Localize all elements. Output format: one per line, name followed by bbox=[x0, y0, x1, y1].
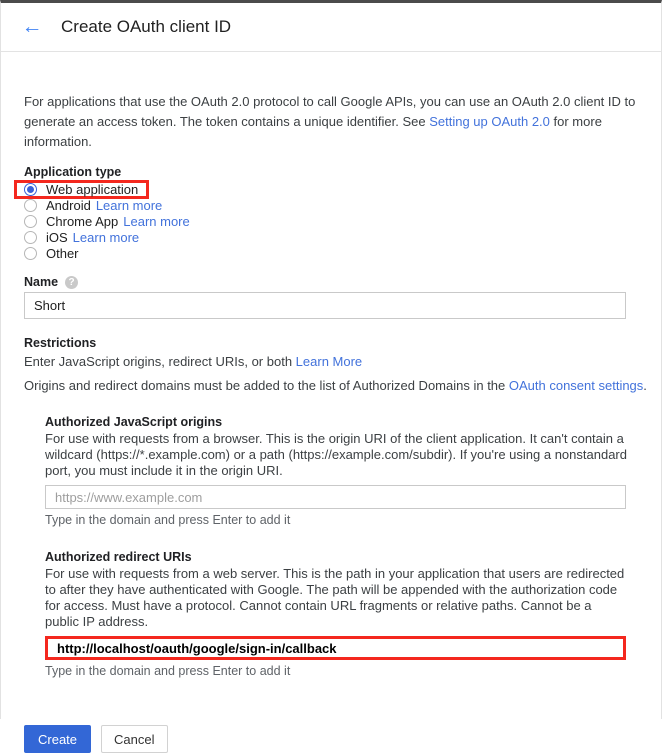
radio-web-application[interactable] bbox=[24, 183, 37, 196]
radio-row-chrome-app bbox=[24, 213, 661, 229]
redirect-uris-description: For use with requests from a web server. This is the path in your application that users are redirected to after they have authenticated with Google. The path will be appended with the authorization code for access. Must have a protocol. Cannot contain URL fragments or relative paths. Cannot be a public IP address. bbox=[45, 566, 625, 629]
redirect-uris-section bbox=[45, 550, 661, 678]
name-input[interactable] bbox=[24, 292, 626, 319]
radio-row-web-application bbox=[24, 181, 661, 197]
android-learn-more-link[interactable]: Learn more bbox=[95, 197, 163, 213]
restrictions-line1-text: Enter JavaScript origins, redirect URIs, or both bbox=[24, 354, 296, 369]
radio-ios[interactable] bbox=[24, 231, 37, 244]
ios-learn-more-link[interactable]: Learn more bbox=[72, 229, 140, 245]
radio-row-android bbox=[24, 197, 661, 213]
restrictions-line2-text: Origins and redirect domains must be added to the list of Authorized Domains in the bbox=[24, 378, 509, 393]
intro-paragraph bbox=[24, 92, 646, 152]
radio-label-android: Android bbox=[46, 197, 91, 213]
oauth-consent-settings-link[interactable]: OAuth consent settings bbox=[508, 378, 644, 393]
application-type-label: Application type bbox=[24, 165, 122, 179]
radio-label-ios: iOS bbox=[46, 229, 68, 245]
radio-android[interactable] bbox=[24, 199, 37, 212]
redirect-uris-hint: Type in the domain and press Enter to add it bbox=[45, 664, 291, 678]
cancel-button[interactable]: Cancel bbox=[101, 725, 167, 753]
radio-other[interactable] bbox=[24, 247, 37, 260]
radio-label-web-application: Web application bbox=[46, 181, 139, 197]
setting-up-oauth-link[interactable]: Setting up OAuth 2.0 bbox=[429, 114, 550, 129]
page-header bbox=[1, 3, 661, 52]
intro-text-before: For applications that use the OAuth 2.0 protocol to call Google APIs, you can use an OAuth 2.0 client ID to generate an access token. The token contains a unique identifier. See bbox=[24, 94, 636, 129]
redirect-uris-label: Authorized redirect URIs bbox=[45, 550, 192, 564]
restrictions-label: Restrictions bbox=[24, 336, 97, 350]
intro-text-after: for more information. bbox=[24, 114, 602, 149]
create-button[interactable]: Create bbox=[24, 725, 91, 753]
help-question-icon[interactable]: ? bbox=[65, 276, 78, 289]
radio-chrome-app[interactable] bbox=[24, 215, 37, 228]
js-origins-hint: Type in the domain and press Enter to add it bbox=[45, 513, 291, 527]
radio-label-other: Other bbox=[46, 245, 79, 261]
page-title: Create OAuth client ID bbox=[61, 17, 232, 36]
js-origins-description: For use with requests from a browser. This is the origin URI of the client application. It can't contain a wildcard (https://*.example.com) or a path (https://example.com/subdir). If you're using a nonstandard port, you must include it in the origin URI. bbox=[45, 431, 627, 478]
main-content bbox=[1, 92, 661, 753]
restrictions-line2 bbox=[24, 378, 661, 393]
restrictions-line1 bbox=[24, 354, 661, 369]
origins-section bbox=[45, 415, 661, 527]
radio-row-other bbox=[24, 245, 661, 261]
name-label: Name bbox=[24, 275, 59, 289]
restrictions-line2-period: . bbox=[643, 378, 647, 393]
name-label-row bbox=[24, 275, 661, 289]
radio-label-chrome-app: Chrome App bbox=[46, 213, 119, 229]
restrictions-learn-more-link[interactable]: Learn More bbox=[295, 354, 363, 369]
red-highlight-box bbox=[14, 180, 149, 199]
chrome-app-learn-more-link[interactable]: Learn more bbox=[123, 213, 190, 229]
js-origins-input[interactable] bbox=[45, 485, 626, 509]
application-type-radio-group bbox=[24, 181, 661, 261]
back-arrow-icon[interactable]: ← bbox=[21, 15, 43, 38]
redirect-uris-input[interactable] bbox=[45, 636, 626, 660]
js-origins-label: Authorized JavaScript origins bbox=[45, 415, 223, 429]
action-buttons bbox=[24, 725, 661, 753]
radio-row-ios bbox=[24, 229, 661, 245]
